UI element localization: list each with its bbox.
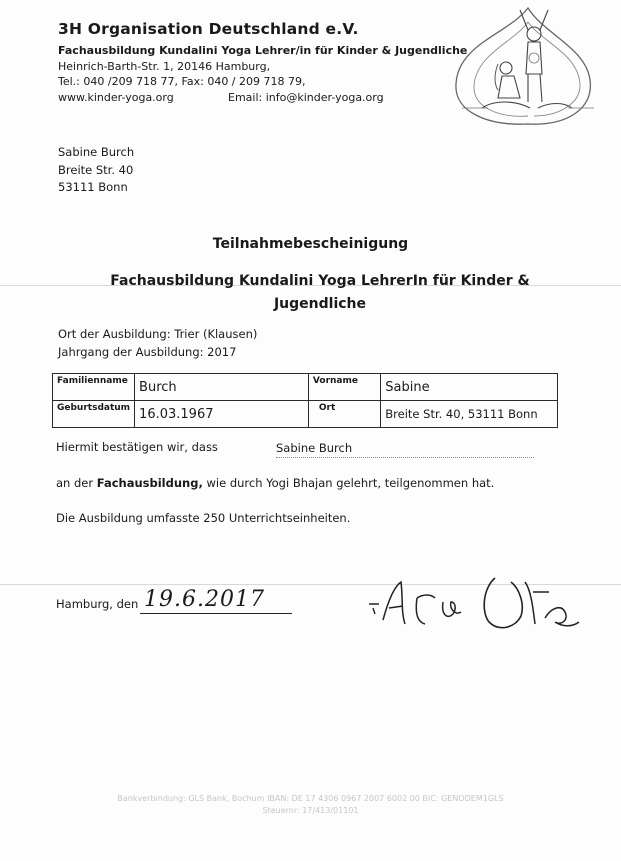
value-place: Breite Str. 40, 53111 Bonn bbox=[381, 401, 558, 428]
value-surname: Burch bbox=[135, 374, 309, 401]
training-keyword: Fachausbildung, bbox=[96, 476, 203, 490]
org-email: Email: info@kinder-yoga.org bbox=[228, 91, 384, 104]
training-prefix: an der bbox=[56, 476, 94, 490]
value-birthdate: 16.03.1967 bbox=[135, 401, 309, 428]
yoga-logo-icon bbox=[448, 4, 598, 128]
bank-details: Bankverbindung: GLS Bank, Bochum IBAN: DE 17 4306 0967 2007 6002 00 BIC: GENODEM1GLS bbox=[117, 794, 504, 803]
training-venue: Ort der Ausbildung: Trier (Klausen) bbox=[58, 327, 258, 341]
recipient-name: Sabine Burch bbox=[58, 145, 135, 159]
label-birthdate: Geburtsdatum bbox=[53, 401, 135, 428]
place-label: Hamburg, den bbox=[56, 597, 139, 611]
label-firstname: Vorname bbox=[308, 374, 380, 401]
course-title: Fachausbildung Kundalini Yoga LehrerIn für Kinder & Jugendliche bbox=[110, 273, 530, 312]
label-surname: Familienname bbox=[53, 374, 135, 401]
document-title: Teilnahmebescheinigung bbox=[212, 236, 409, 252]
org-subtitle: Fachausbildung Kundalini Yoga Lehrer/in für Kinder & Jugendliche bbox=[58, 44, 468, 57]
org-address: Heinrich-Barth-Str. 1, 20146 Hamburg, bbox=[58, 60, 271, 73]
tax-number: Steuernr: 17/413/01101 bbox=[262, 806, 359, 815]
org-phone: Tel.: 040 /209 718 77, Fax: 040 / 209 718 79, bbox=[58, 75, 306, 88]
training-suffix: wie durch Yogi Bhajan gelehrt, teilgenommen hat. bbox=[206, 476, 495, 490]
table-row bbox=[53, 374, 558, 401]
training-year: Jahrgang der Ausbildung: 2017 bbox=[58, 345, 237, 359]
table-row bbox=[53, 401, 558, 428]
confirmation-text: Hiermit bestätigen wir, dass bbox=[56, 440, 218, 454]
participant-table bbox=[52, 373, 558, 428]
recipient-street: Breite Str. 40 bbox=[58, 163, 134, 177]
handwritten-date: 19.6.2017 bbox=[140, 587, 292, 614]
training-units: Die Ausbildung umfasste 250 Unterrichtseinheiten. bbox=[56, 511, 351, 525]
recipient-city: 53111 Bonn bbox=[58, 180, 128, 194]
signature-icon bbox=[365, 568, 585, 638]
label-place: Ort bbox=[308, 401, 380, 428]
training-statement bbox=[56, 476, 494, 490]
org-name: 3H Organisation Deutschland e.V. bbox=[58, 20, 359, 38]
org-website: www.kinder-yoga.org bbox=[58, 91, 174, 104]
confirmed-participant-name: Sabine Burch bbox=[276, 441, 534, 458]
value-firstname: Sabine bbox=[381, 374, 558, 401]
